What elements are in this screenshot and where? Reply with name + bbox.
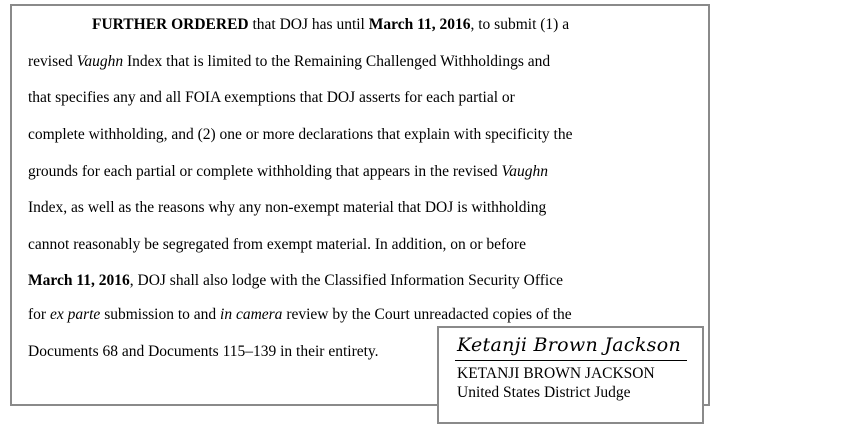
text-run: that DOJ has until: [248, 16, 369, 33]
signature-line: [455, 360, 687, 361]
text-run: , to submit (1) a: [470, 16, 570, 33]
italic-text: ex parte: [49, 306, 101, 323]
italic-text: in camera: [220, 306, 283, 323]
text-line: [28, 88, 515, 108]
italic-text: Vaughn: [76, 53, 124, 70]
text-line: [28, 271, 563, 291]
text-line: [28, 342, 379, 362]
text-run: Index that is limited to the Remaining Challenged Withholdings and: [123, 53, 551, 70]
text-line: [92, 15, 569, 35]
bold-text: March 11, 2016: [368, 16, 471, 33]
text-line: [28, 305, 572, 325]
text-run: review by the Court unreadacted copies of the: [282, 306, 572, 323]
text-run: submission to and: [100, 306, 221, 323]
text-line: [28, 125, 573, 145]
text-run: that specifies any and all FOIA exemptions that DOJ asserts for each partial or: [28, 89, 515, 106]
text-run: revised: [28, 53, 77, 70]
judge-name: KETANJI BROWN JACKSON: [457, 365, 655, 382]
text-line: [28, 52, 550, 72]
text-run: cannot reasonably be segregated from exempt material. In addition, on or before: [28, 236, 526, 253]
text-run: Documents 68 and Documents 115–139 in their entirety.: [28, 343, 379, 360]
text-line: [28, 162, 548, 182]
italic-text: Vaughn: [501, 163, 548, 180]
text-run: Index, as well as the reasons why any non-exempt material that DOJ is withholding: [28, 199, 547, 216]
text-run: , DOJ shall also lodge with the Classified Information Security Office: [129, 272, 563, 289]
text-line: [28, 235, 526, 255]
text-line: [28, 198, 546, 218]
bold-text: FURTHER ORDERED: [92, 16, 249, 33]
bold-text: March 11, 2016: [28, 272, 130, 289]
text-run: grounds for each partial or complete withholding that appears in the revised: [28, 163, 502, 180]
text-run: for: [28, 306, 50, 323]
signature-block: [437, 326, 704, 424]
judge-signature: Ketanji Brown Jackson: [457, 334, 681, 356]
text-run: complete withholding, and (2) one or more declarations that explain with specificity the: [28, 126, 573, 143]
judge-title: United States District Judge: [457, 384, 631, 401]
